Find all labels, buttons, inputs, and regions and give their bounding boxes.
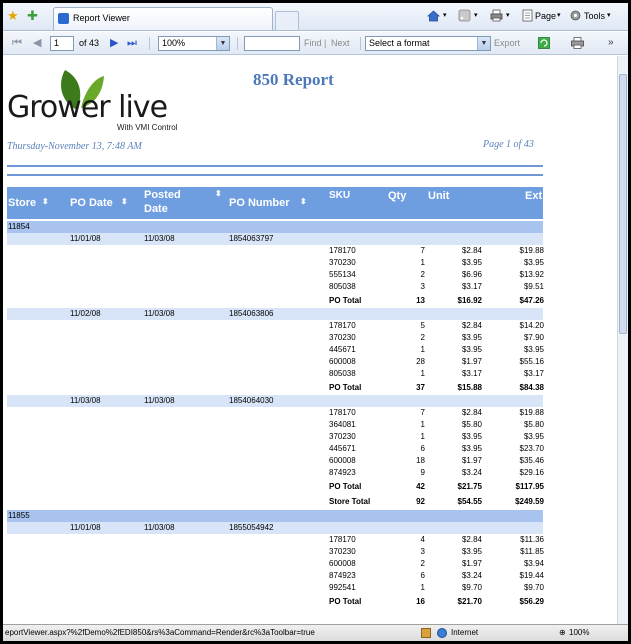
ext-price: $3.95 bbox=[523, 432, 544, 441]
tools-menu-button[interactable]: Tools bbox=[584, 11, 606, 21]
qty: 1 bbox=[420, 345, 425, 354]
divider-line bbox=[7, 165, 543, 167]
find-input[interactable] bbox=[244, 36, 300, 51]
unit-price: $3.95 bbox=[461, 444, 482, 453]
ext-price: $3.17 bbox=[523, 369, 544, 378]
report-date: Thursday-November 13, 7:48 AM bbox=[7, 141, 142, 152]
qty: 7 bbox=[420, 246, 425, 255]
posted-date: 11/03/08 bbox=[144, 523, 175, 532]
find-separator: | bbox=[324, 38, 327, 48]
po-total-label: PO Total bbox=[329, 296, 362, 305]
po-total-unit: $21.70 bbox=[457, 597, 482, 606]
column-ext: Ext bbox=[525, 190, 543, 202]
unit-price: $2.84 bbox=[461, 321, 482, 330]
sku: 555134 bbox=[329, 270, 356, 279]
ext-price: $5.80 bbox=[523, 420, 544, 429]
qty: 6 bbox=[420, 444, 425, 453]
unit-price: $3.95 bbox=[461, 345, 482, 354]
page-count: of 43 bbox=[79, 38, 100, 48]
ext-price: $9.70 bbox=[523, 583, 544, 592]
report-page-info: Page 1 of 43 bbox=[483, 139, 534, 150]
browser-tab-bar bbox=[3, 3, 628, 31]
favorites-star-icon[interactable]: ★ bbox=[7, 8, 19, 23]
zoom-icon[interactable]: ⊕ bbox=[559, 628, 566, 637]
sku: 805038 bbox=[329, 282, 356, 291]
column-posted-date-line2: Date bbox=[144, 203, 168, 215]
ext-price: $19.88 bbox=[519, 408, 544, 417]
qty: 3 bbox=[420, 547, 425, 556]
page-icon bbox=[58, 13, 69, 24]
po-total-qty: 13 bbox=[416, 296, 425, 305]
company-logo bbox=[7, 66, 197, 136]
refresh-icon[interactable] bbox=[538, 37, 550, 49]
store-id: 11855 bbox=[8, 511, 30, 520]
unit-price: $3.95 bbox=[461, 432, 482, 441]
qty: 9 bbox=[420, 468, 425, 477]
po-number: 1854064030 bbox=[229, 396, 274, 405]
unit-price: $1.97 bbox=[461, 357, 482, 366]
sort-icon[interactable]: ⬍ bbox=[42, 197, 49, 206]
column-po-date[interactable]: PO Date bbox=[70, 197, 113, 209]
qty: 2 bbox=[420, 333, 425, 342]
tab-report-viewer[interactable] bbox=[53, 7, 273, 30]
qty: 3 bbox=[420, 282, 425, 291]
status-bar bbox=[3, 624, 628, 641]
divider-line bbox=[7, 174, 543, 176]
sku: 370230 bbox=[329, 333, 356, 342]
ext-price: $23.70 bbox=[519, 444, 544, 453]
column-store[interactable]: Store bbox=[8, 197, 37, 209]
next-link[interactable]: Next bbox=[331, 38, 350, 48]
previous-page-icon[interactable]: ◀ bbox=[33, 37, 42, 49]
page-number-input[interactable]: 1 bbox=[50, 36, 74, 51]
first-page-icon[interactable]: ⏮ bbox=[12, 37, 22, 49]
sku: 600008 bbox=[329, 456, 356, 465]
ext-price: $19.44 bbox=[519, 571, 544, 580]
sku: 364081 bbox=[329, 420, 356, 429]
column-qty: Qty bbox=[388, 190, 407, 202]
qty: 2 bbox=[420, 559, 425, 568]
unit-price: $3.95 bbox=[461, 547, 482, 556]
next-page-icon[interactable]: ▶ bbox=[110, 37, 119, 49]
report-title: 850 Report bbox=[253, 70, 334, 89]
store-id: 11854 bbox=[8, 222, 30, 231]
ext-price: $35.46 bbox=[519, 456, 544, 465]
toolbar-divider bbox=[237, 37, 238, 50]
export-link[interactable]: Export bbox=[494, 38, 521, 48]
export-format-select[interactable] bbox=[365, 36, 491, 51]
ext-price: $11.85 bbox=[520, 547, 544, 556]
column-posted-date[interactable]: Posted bbox=[144, 189, 181, 201]
qty: 5 bbox=[420, 321, 425, 330]
tab-title: Report Viewer bbox=[73, 13, 130, 23]
po-date: 11/01/08 bbox=[70, 234, 101, 243]
gear-icon[interactable] bbox=[569, 9, 582, 22]
zoom-select[interactable] bbox=[158, 36, 230, 51]
sku: 178170 bbox=[329, 321, 356, 330]
export-format-value: Select a format bbox=[369, 38, 430, 48]
po-date: 11/02/08 bbox=[70, 309, 101, 318]
feeds-dropdown-icon[interactable]: ▾ bbox=[474, 12, 478, 19]
qty: 1 bbox=[420, 420, 425, 429]
add-favorites-icon[interactable]: ✚ bbox=[27, 8, 38, 23]
ext-price: $3.95 bbox=[523, 345, 544, 354]
toolbar-overflow-icon[interactable]: » bbox=[608, 37, 614, 48]
qty: 2 bbox=[420, 270, 425, 279]
sku: 370230 bbox=[329, 258, 356, 267]
sku: 178170 bbox=[329, 535, 356, 544]
zoom-value: 100% bbox=[162, 38, 186, 48]
sku: 445671 bbox=[329, 345, 356, 354]
logo-wordmark: Grower live bbox=[7, 90, 168, 125]
sku: 370230 bbox=[329, 547, 356, 556]
unit-price: $1.97 bbox=[461, 456, 482, 465]
sku: 805038 bbox=[329, 369, 356, 378]
unit-price: $3.24 bbox=[461, 571, 482, 580]
sort-icon[interactable]: ⬍ bbox=[300, 197, 307, 206]
po-total-ext: $84.38 bbox=[519, 383, 544, 392]
qty: 4 bbox=[420, 535, 425, 544]
unit-price: $3.95 bbox=[461, 333, 482, 342]
unit-price: $1.97 bbox=[461, 559, 482, 568]
last-page-icon[interactable]: ⏭ bbox=[127, 37, 137, 49]
po-total-unit: $16.92 bbox=[457, 296, 482, 305]
page-dropdown-icon[interactable]: ▾ bbox=[557, 12, 561, 19]
security-icon bbox=[421, 628, 431, 638]
browser-window bbox=[3, 3, 628, 641]
toolbar-divider bbox=[360, 37, 361, 50]
po-total-qty: 37 bbox=[416, 383, 425, 392]
ext-price: $9.51 bbox=[523, 282, 544, 291]
unit-price: $3.17 bbox=[461, 282, 482, 291]
toolbar-divider bbox=[149, 37, 150, 50]
po-date: 11/03/08 bbox=[70, 396, 101, 405]
po-number: 1855054942 bbox=[229, 523, 274, 532]
ext-price: $7.90 bbox=[523, 333, 544, 342]
status-url: eportViewer.aspx?%2fDemo%2fEDI850&rs%3aCommand=Render&rc%3aToolbar=true bbox=[5, 628, 315, 637]
unit-price: $5.80 bbox=[461, 420, 482, 429]
column-unit: Unit bbox=[428, 190, 450, 202]
po-total-label: PO Total bbox=[329, 383, 362, 392]
unit-price: $2.84 bbox=[461, 246, 482, 255]
ext-price: $11.36 bbox=[520, 535, 544, 544]
sku: 600008 bbox=[329, 559, 356, 568]
store-total-ext: $249.59 bbox=[515, 497, 544, 506]
po-total-qty: 16 bbox=[416, 597, 425, 606]
ext-price: $14.20 bbox=[519, 321, 544, 330]
posted-date: 11/03/08 bbox=[144, 234, 175, 243]
store-total-label: Store Total bbox=[329, 497, 371, 506]
unit-price: $3.17 bbox=[461, 369, 482, 378]
page-menu-icon[interactable] bbox=[521, 9, 534, 22]
feeds-icon[interactable] bbox=[458, 9, 471, 22]
report-body bbox=[3, 56, 617, 624]
posted-date: 11/03/08 bbox=[144, 309, 175, 318]
po-date: 11/01/08 bbox=[70, 523, 101, 532]
sku: 445671 bbox=[329, 444, 356, 453]
po-total-label: PO Total bbox=[329, 482, 362, 491]
table-header bbox=[7, 187, 543, 219]
po-total-qty: 42 bbox=[416, 482, 425, 491]
column-po-number[interactable]: PO Number bbox=[229, 197, 290, 209]
sku: 178170 bbox=[329, 246, 356, 255]
po-total-unit: $21.75 bbox=[457, 482, 482, 491]
page-menu-button[interactable]: Page bbox=[535, 11, 557, 21]
unit-price: $2.84 bbox=[461, 408, 482, 417]
status-zone: Internet bbox=[451, 628, 479, 637]
unit-price: $6.96 bbox=[461, 270, 482, 279]
logo-tagline: With VMI Control bbox=[117, 123, 178, 132]
qty: 1 bbox=[420, 369, 425, 378]
chevron-down-icon: ▼ bbox=[216, 37, 229, 50]
sku: 370230 bbox=[329, 432, 356, 441]
store-group-row bbox=[7, 510, 543, 522]
ext-price: $3.95 bbox=[523, 258, 544, 267]
vertical-scrollbar[interactable] bbox=[617, 56, 628, 624]
store-group-row bbox=[7, 221, 543, 233]
unit-price: $3.24 bbox=[461, 468, 482, 477]
print-icon[interactable] bbox=[490, 9, 503, 22]
scrollbar-thumb[interactable] bbox=[619, 74, 627, 334]
po-total-unit: $15.88 bbox=[457, 383, 482, 392]
print-report-icon[interactable] bbox=[571, 37, 584, 49]
po-total-ext: $47.26 bbox=[519, 296, 544, 305]
sku: 178170 bbox=[329, 408, 356, 417]
qty: 1 bbox=[420, 583, 425, 592]
ext-price: $13.92 bbox=[519, 270, 544, 279]
store-total-unit: $54.55 bbox=[457, 497, 482, 506]
unit-price: $3.95 bbox=[461, 258, 482, 267]
qty: 1 bbox=[420, 258, 425, 267]
sort-icon[interactable]: ⬍ bbox=[121, 197, 128, 206]
globe-icon bbox=[437, 628, 447, 638]
home-dropdown-icon[interactable]: ▾ bbox=[443, 12, 447, 19]
po-total-ext: $117.95 bbox=[515, 482, 544, 491]
unit-price: $9.70 bbox=[461, 583, 482, 592]
tools-dropdown-icon[interactable]: ▾ bbox=[607, 12, 611, 19]
ext-price: $55.16 bbox=[519, 357, 544, 366]
ext-price: $3.94 bbox=[523, 559, 544, 568]
po-number: 1854063797 bbox=[229, 234, 274, 243]
po-number: 1854063806 bbox=[229, 309, 274, 318]
qty: 7 bbox=[420, 408, 425, 417]
unit-price: $2.84 bbox=[461, 535, 482, 544]
column-sku: SKU bbox=[329, 190, 351, 201]
status-zoom[interactable]: 100% bbox=[569, 628, 590, 637]
ext-price: $19.88 bbox=[519, 246, 544, 255]
home-icon[interactable] bbox=[427, 9, 440, 22]
report-toolbar bbox=[3, 32, 628, 55]
qty: 1 bbox=[420, 432, 425, 441]
print-dropdown-icon[interactable]: ▾ bbox=[506, 12, 510, 19]
sku: 600008 bbox=[329, 357, 356, 366]
find-link[interactable]: Find bbox=[304, 38, 322, 48]
po-total-label: PO Total bbox=[329, 597, 362, 606]
qty: 6 bbox=[420, 571, 425, 580]
qty: 18 bbox=[416, 456, 425, 465]
ext-price: $29.16 bbox=[519, 468, 544, 477]
po-total-ext: $56.29 bbox=[519, 597, 544, 606]
sort-icon[interactable]: ⬍ bbox=[215, 189, 222, 198]
chevron-down-icon: ▼ bbox=[477, 37, 490, 50]
posted-date: 11/03/08 bbox=[144, 396, 175, 405]
sku: 874923 bbox=[329, 468, 356, 477]
sku: 874923 bbox=[329, 571, 356, 580]
new-tab-button[interactable] bbox=[275, 11, 299, 30]
store-total-qty: 92 bbox=[416, 497, 425, 506]
qty: 28 bbox=[416, 357, 425, 366]
sku: 992541 bbox=[329, 583, 356, 592]
